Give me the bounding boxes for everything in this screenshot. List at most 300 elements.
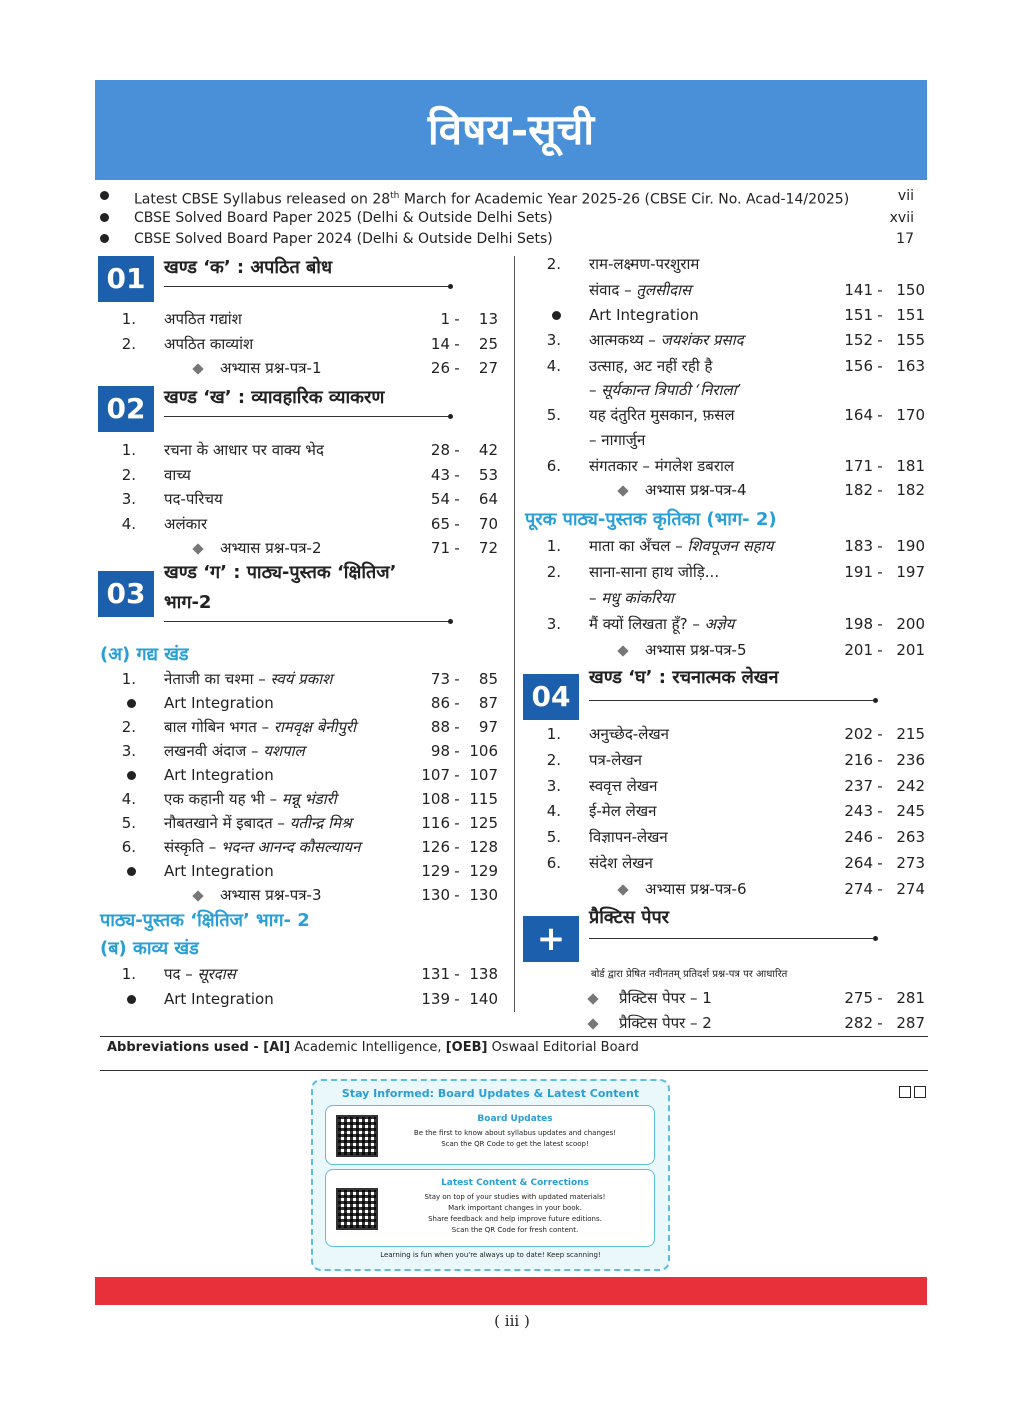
- toc-row: [98, 512, 498, 536]
- page-dash: -: [454, 359, 460, 377]
- page-start: 198: [844, 615, 873, 633]
- page-end: 201: [896, 641, 925, 659]
- toc-title: यह दंतुरित मुसकान, फ़सल: [589, 406, 735, 424]
- latest-content-box: [325, 1169, 655, 1247]
- page-dash: -: [877, 828, 883, 847]
- toc-author: सूर्यकान्त त्रिपाठी ‘निराला’: [601, 381, 742, 399]
- page-end: 170: [896, 406, 925, 424]
- page-start: 141: [844, 281, 873, 299]
- toc-number: 6.: [546, 457, 561, 475]
- top-item-page: vii: [897, 188, 914, 204]
- page-start: 130: [421, 886, 450, 904]
- toc-number: 2.: [121, 465, 136, 484]
- toc-label: [164, 307, 242, 331]
- top-item-text: Latest CBSE Syllabus released on 28: [134, 191, 391, 208]
- page-dash: -: [877, 331, 883, 349]
- toc-row: [98, 811, 498, 835]
- page-end: 155: [896, 331, 925, 349]
- toc-label: [619, 1011, 712, 1035]
- top-item-page: xvii: [889, 210, 914, 226]
- toc-number: 2.: [121, 334, 136, 353]
- toc-number: 6.: [121, 838, 136, 856]
- toc-title: Art Integration: [164, 990, 274, 1008]
- toc-number: 4.: [546, 802, 561, 821]
- page-dash: -: [454, 742, 460, 760]
- toc-row: [523, 638, 933, 662]
- toc-title: पद-परिचय: [164, 490, 223, 508]
- toc-row: [98, 307, 498, 331]
- end-square-icon: [899, 1086, 911, 1098]
- page-end: 140: [469, 990, 498, 1008]
- toc-number: 4.: [121, 790, 136, 808]
- toc-label: [164, 787, 337, 811]
- page-end: 72: [478, 539, 498, 557]
- toc-title: मैं क्यों लिखता हूँ? –: [589, 615, 705, 633]
- toc-author: रामवृक्ष बेनीपुरी: [273, 718, 357, 736]
- bullet-icon: [541, 303, 561, 327]
- page-dash: -: [877, 281, 883, 299]
- toc-author: स्वयं प्रकाश: [270, 670, 333, 688]
- toc-author: जयशंकर प्रसाद: [660, 331, 744, 349]
- page-end: 236: [896, 750, 925, 769]
- top-item-sup: th: [390, 191, 400, 201]
- page-start: 28: [430, 441, 450, 459]
- toc-row: [98, 463, 498, 487]
- toc-row: [523, 403, 933, 427]
- plus-icon: +: [523, 916, 579, 962]
- page-start: 65: [430, 514, 450, 533]
- section-title: खण्ड ‘ग’ : पाठ्य-पुस्तक ‘क्षितिज’: [164, 562, 397, 583]
- page-dash: -: [454, 862, 460, 880]
- page-dash: -: [877, 802, 883, 821]
- toc-label: [589, 851, 653, 875]
- toc-row: [523, 560, 933, 584]
- toc-number: 3.: [546, 331, 561, 349]
- toc-row: [523, 986, 933, 1010]
- page-dash: -: [877, 615, 883, 633]
- toc-row: [523, 799, 933, 823]
- page-end: 163: [896, 357, 925, 375]
- toc-title: साना-साना हाथ जोड़ि...: [589, 563, 720, 581]
- toc-author: अज्ञेय: [704, 615, 735, 633]
- toc-title: –: [589, 381, 602, 399]
- toc-label: [164, 691, 274, 715]
- section-number: 01: [98, 256, 154, 302]
- toc-title: अनुच्छेद-लेखन: [589, 725, 669, 743]
- abbreviations: [107, 1040, 639, 1055]
- toc-row: [98, 739, 498, 763]
- page-start: 26: [430, 359, 450, 377]
- page-start: 107: [421, 766, 450, 784]
- divider-line: [100, 1070, 928, 1071]
- page-start: 1: [440, 310, 450, 328]
- toc-label: [164, 835, 360, 859]
- toc-row: [523, 428, 933, 452]
- toc-title: संदेश लेखन: [589, 854, 653, 872]
- toc-row: [98, 332, 498, 356]
- toc-title: स्ववृत्त लेखन: [589, 776, 658, 795]
- page-end: 125: [469, 814, 498, 832]
- toc-author: मन्नू भंडारी: [281, 790, 337, 808]
- qr-code-icon[interactable]: [336, 1115, 378, 1157]
- board-updates-line2: Scan the QR Code to get the latest scoop!: [441, 1140, 589, 1148]
- section-number: 03: [98, 571, 154, 617]
- toc-row: [523, 851, 933, 875]
- section-title: खण्ड ‘क’ : अपठित बोध: [164, 257, 333, 278]
- toc-label: [619, 986, 712, 1010]
- section-title: खण्ड ‘ख’ : व्यावहारिक व्याकरण: [164, 387, 385, 408]
- toc-row: [98, 715, 498, 739]
- page-start: 98: [430, 742, 450, 760]
- toc-title: ई-मेल लेखन: [589, 802, 657, 821]
- toc-label: [589, 303, 699, 327]
- page-dash: -: [454, 310, 460, 328]
- latest-content-line4: Scan the QR Code for fresh content.: [451, 1226, 579, 1234]
- toc-label: [589, 328, 744, 352]
- page-dash: -: [454, 441, 460, 459]
- page-end: 70: [478, 514, 498, 533]
- page-dash: -: [877, 563, 883, 581]
- page-end: 107: [469, 766, 498, 784]
- toc-label: [645, 877, 747, 901]
- toc-title: पत्र-लेखन: [589, 750, 642, 769]
- bullet-icon: [100, 208, 109, 229]
- toc-author: सूरदास: [197, 965, 236, 983]
- toc-row: [523, 586, 933, 610]
- board-updates-box: [325, 1105, 655, 1165]
- toc-row: [98, 859, 498, 883]
- toc-number: 1.: [546, 725, 561, 743]
- page-start: 182: [844, 481, 873, 499]
- page-dash: -: [454, 694, 460, 712]
- toc-number: 2.: [121, 718, 136, 736]
- toc-number: 5.: [121, 814, 136, 832]
- toc-row: [98, 487, 498, 511]
- page-end: 242: [896, 776, 925, 795]
- page-start: 43: [430, 465, 450, 484]
- section-title: प्रैक्टिस पेपर: [589, 907, 670, 928]
- toc-label: [589, 799, 656, 823]
- page-dash: -: [877, 457, 883, 475]
- end-square-icon: [914, 1086, 926, 1098]
- page-end: 215: [896, 725, 925, 743]
- page-dash: -: [877, 641, 883, 659]
- toc-title: अभ्यास प्रश्न-पत्र-2: [220, 539, 322, 557]
- page-start: 274: [844, 879, 873, 898]
- diamond-icon: [194, 883, 202, 907]
- bullet-icon: [100, 229, 109, 250]
- toc-author: यतीन्द्र मिश्र: [289, 814, 352, 832]
- toc-number: 5.: [546, 828, 561, 847]
- page-start: 216: [844, 750, 873, 769]
- page-start: 282: [844, 1014, 873, 1032]
- toc-number: 3.: [121, 742, 136, 760]
- page-start: 164: [844, 406, 873, 424]
- column-divider: [514, 256, 515, 1012]
- toc-title: अपठित काव्यांश: [164, 334, 254, 353]
- toc-title: अभ्यास प्रश्न-पत्र-6: [645, 879, 747, 898]
- toc-number: 6.: [546, 854, 561, 872]
- page-dash: -: [877, 481, 883, 499]
- page-start: 126: [421, 838, 450, 856]
- page-dash: -: [877, 1014, 883, 1032]
- page-dash: -: [454, 990, 460, 1008]
- toc-label: [589, 403, 735, 427]
- page-dash: -: [454, 670, 460, 688]
- toc-label: [164, 715, 356, 739]
- toc-title: प्रैक्टिस पेपर – 2: [619, 1014, 712, 1032]
- toc-title: –: [589, 589, 602, 607]
- page-start: 108: [421, 790, 450, 808]
- toc-label: [164, 739, 305, 763]
- page-end: 85: [478, 670, 498, 688]
- page-dash: -: [877, 854, 883, 872]
- diamond-icon: [194, 356, 202, 380]
- page-start: 183: [844, 537, 873, 555]
- toc-label: [164, 487, 223, 511]
- toc-number: 1.: [546, 537, 561, 555]
- page-end: 273: [896, 854, 925, 872]
- page-end: 150: [896, 281, 925, 299]
- page-dash: -: [454, 718, 460, 736]
- page-start: 14: [430, 334, 450, 353]
- page-dash: -: [877, 306, 883, 324]
- toc-label: [589, 612, 734, 636]
- toc-row: [98, 763, 498, 787]
- toc-label: [589, 586, 674, 610]
- page-dash: -: [454, 965, 460, 983]
- page-dash: -: [877, 989, 883, 1007]
- toc-label: [164, 332, 253, 356]
- latest-content-line1: Stay on top of your studies with updated materials!: [424, 1193, 606, 1201]
- diamond-icon: [194, 536, 202, 560]
- toc-title: विज्ञापन-लेखन: [589, 828, 668, 847]
- toc-number: 3.: [546, 615, 561, 633]
- toc-row: [98, 987, 498, 1011]
- section-number: 04: [523, 674, 579, 720]
- toc-label: [589, 560, 719, 584]
- toc-number: 1.: [121, 441, 136, 459]
- toc-row: [523, 478, 933, 502]
- page-start: 191: [844, 563, 873, 581]
- page-end: 87: [478, 694, 498, 712]
- abbr-oeb: [OEB]: [445, 1040, 488, 1055]
- page-end: 97: [478, 718, 498, 736]
- toc-number: 4.: [121, 514, 136, 533]
- toc-label: [589, 748, 642, 772]
- toc-title: आत्मकथ्य –: [589, 331, 661, 349]
- toc-title: Art Integration: [589, 306, 699, 324]
- latest-content-line3: Share feedback and help improve future editions.: [428, 1215, 602, 1223]
- toc-row: [98, 835, 498, 859]
- toc-row: [523, 252, 933, 276]
- page-start: 171: [844, 457, 873, 475]
- toc-title: संस्कृति –: [164, 838, 221, 856]
- page-start: 151: [844, 306, 873, 324]
- qr-card-footer: Learning is fun when you're always up to date! Keep scanning!: [380, 1251, 601, 1259]
- bullet-icon: [116, 763, 136, 787]
- diamond-icon: [589, 986, 597, 1010]
- subheading-kritika: पूरक पाठ्य-पुस्तक कृतिका (भाग- 2): [525, 509, 777, 530]
- page-end: 128: [469, 838, 498, 856]
- page-dash: -: [877, 406, 883, 424]
- footer-red-bar: [95, 1277, 927, 1305]
- toc-author: शिवपूजन सहाय: [687, 537, 774, 555]
- toc-title: अपठित गद्यांश: [164, 310, 242, 328]
- toc-title: अलंकार: [164, 514, 208, 533]
- page-start: 246: [844, 828, 873, 847]
- page-dash: -: [877, 537, 883, 555]
- practice-note: बोर्ड द्वारा प्रेषित नवीनतम् प्रतिदर्श प्रश्न-पत्र पर आधारित: [591, 969, 788, 980]
- toc-label: [645, 638, 747, 662]
- toc-title: अभ्यास प्रश्न-पत्र-1: [220, 359, 322, 377]
- page-dash: -: [877, 879, 883, 898]
- toc-label: [164, 463, 191, 487]
- diamond-icon: [619, 877, 627, 901]
- toc-number: 2.: [546, 563, 561, 581]
- toc-author: तुलसीदास: [636, 281, 692, 299]
- toc-row: [523, 278, 933, 302]
- page-end: 129: [469, 862, 498, 880]
- qr-code-icon[interactable]: [336, 1188, 378, 1230]
- page-end: 263: [896, 828, 925, 847]
- page-dash: -: [454, 838, 460, 856]
- page-dash: -: [454, 490, 460, 508]
- toc-row: [98, 962, 498, 986]
- toc-row: [98, 438, 498, 462]
- toc-label: [164, 962, 236, 986]
- toc-title: – नागार्जुन: [589, 431, 646, 449]
- page-start: 202: [844, 725, 873, 743]
- toc-row: [523, 354, 933, 378]
- toc-title: रचना के आधार पर वाक्य भेद: [164, 441, 324, 459]
- toc-title: राम-लक्ष्मण-परशुराम: [589, 255, 700, 273]
- toc-number: 3.: [121, 490, 136, 508]
- toc-title: प्रैक्टिस पेपर – 1: [619, 989, 712, 1007]
- page-start: 201: [844, 641, 873, 659]
- page-start: 156: [844, 357, 873, 375]
- toc-title: उत्साह, अट नहीं रही है: [589, 357, 713, 375]
- toc-row: [523, 1011, 933, 1035]
- page-start: 237: [844, 776, 873, 795]
- page-start: 86: [430, 694, 450, 712]
- divider-line: [100, 1036, 928, 1037]
- page-end: 115: [469, 790, 498, 808]
- page-end: 25: [478, 334, 498, 353]
- section-rule: [164, 416, 450, 417]
- bullet-icon: [116, 691, 136, 715]
- toc-title: वाच्य: [164, 465, 191, 484]
- top-item-2024: [100, 229, 922, 250]
- toc-title: Art Integration: [164, 862, 274, 880]
- section-rule: [589, 938, 875, 939]
- toc-label: [589, 774, 657, 798]
- abbr-oeb-text: Oswaal Editorial Board: [487, 1040, 639, 1055]
- page-dash: -: [454, 539, 460, 557]
- toc-title: Art Integration: [164, 766, 274, 784]
- toc-title: लखनवी अंदाज –: [164, 742, 264, 760]
- subheading-kshitij: पाठ्य-पुस्तक ‘क्षितिज’ भाग- 2: [100, 910, 310, 931]
- toc-row: [523, 722, 933, 746]
- toc-label: [164, 987, 274, 1011]
- toc-row: [98, 691, 498, 715]
- toc-title: अभ्यास प्रश्न-पत्र-3: [220, 886, 322, 904]
- toc-title: अभ्यास प्रश्न-पत्र-4: [645, 481, 747, 499]
- diamond-icon: [619, 478, 627, 502]
- page-end: 53: [478, 465, 498, 484]
- toc-row: [523, 378, 933, 402]
- toc-title: पद –: [164, 965, 198, 983]
- section-rule: [164, 286, 450, 287]
- page-start: 54: [430, 490, 450, 508]
- abbr-ai: [AI]: [263, 1040, 291, 1055]
- toc-label: [589, 378, 741, 402]
- toc-row: [98, 356, 498, 380]
- toc-title: अभ्यास प्रश्न-पत्र-5: [645, 641, 747, 659]
- toc-title: Art Integration: [164, 694, 274, 712]
- page-start: 88: [430, 718, 450, 736]
- page-end: 200: [896, 615, 925, 633]
- toc-title: बाल गोबिन भगत –: [164, 718, 274, 736]
- toc-label: [164, 438, 324, 462]
- toc-label: [589, 722, 669, 746]
- toc-title: एक कहानी यह भी –: [164, 790, 282, 808]
- toc-row: [98, 536, 498, 560]
- page-end: 182: [896, 481, 925, 499]
- section-number: 02: [98, 386, 154, 432]
- abbr-ai-text: Academic Intelligence,: [290, 1040, 446, 1055]
- page-end: 190: [896, 537, 925, 555]
- top-item-text: CBSE Solved Board Paper 2024 (Delhi & Outside Delhi Sets): [134, 231, 553, 247]
- page-start: 73: [430, 670, 450, 688]
- page-dash: -: [877, 750, 883, 769]
- toc-row: [523, 328, 933, 352]
- top-item-text: CBSE Solved Board Paper 2025 (Delhi & Outside Delhi Sets): [134, 210, 553, 226]
- page-start: 71: [430, 539, 450, 557]
- toc-row: [523, 774, 933, 798]
- page-end: 42: [478, 441, 498, 459]
- toc-number: 2.: [546, 255, 561, 273]
- page-number: ( iii ): [494, 1312, 530, 1330]
- toc-row: [98, 883, 498, 907]
- page-start: 275: [844, 989, 873, 1007]
- page-start: 264: [844, 854, 873, 872]
- page-dash: -: [454, 514, 460, 533]
- subheading-kavya: (ब) काव्य खंड: [100, 938, 199, 959]
- top-item-syllabus: [100, 186, 922, 207]
- toc-label: [164, 859, 274, 883]
- abbr-lead: Abbreviations used -: [107, 1040, 264, 1055]
- page-end: 197: [896, 563, 925, 581]
- toc-author: भदन्त आनन्द कौसल्यायन: [220, 838, 361, 856]
- toc-title: नौबतखाने में इबादत –: [164, 814, 290, 832]
- toc-number: 1.: [121, 965, 136, 983]
- toc-label: [589, 825, 668, 849]
- toc-author: यशपाल: [263, 742, 305, 760]
- page-start: 243: [844, 802, 873, 821]
- diamond-icon: [589, 1011, 597, 1035]
- section-title: खण्ड ‘घ’ : रचनात्मक लेखन: [589, 667, 779, 688]
- toc-label: [589, 454, 734, 478]
- page-dash: -: [454, 766, 460, 784]
- toc-label: [220, 536, 322, 560]
- toc-label: [164, 667, 332, 691]
- page-end: 181: [896, 457, 925, 475]
- latest-content-line2: Mark important changes in your book.: [448, 1204, 582, 1212]
- toc-number: 1.: [121, 310, 136, 328]
- top-item-2025: [100, 208, 922, 229]
- toc-number: 5.: [546, 406, 561, 424]
